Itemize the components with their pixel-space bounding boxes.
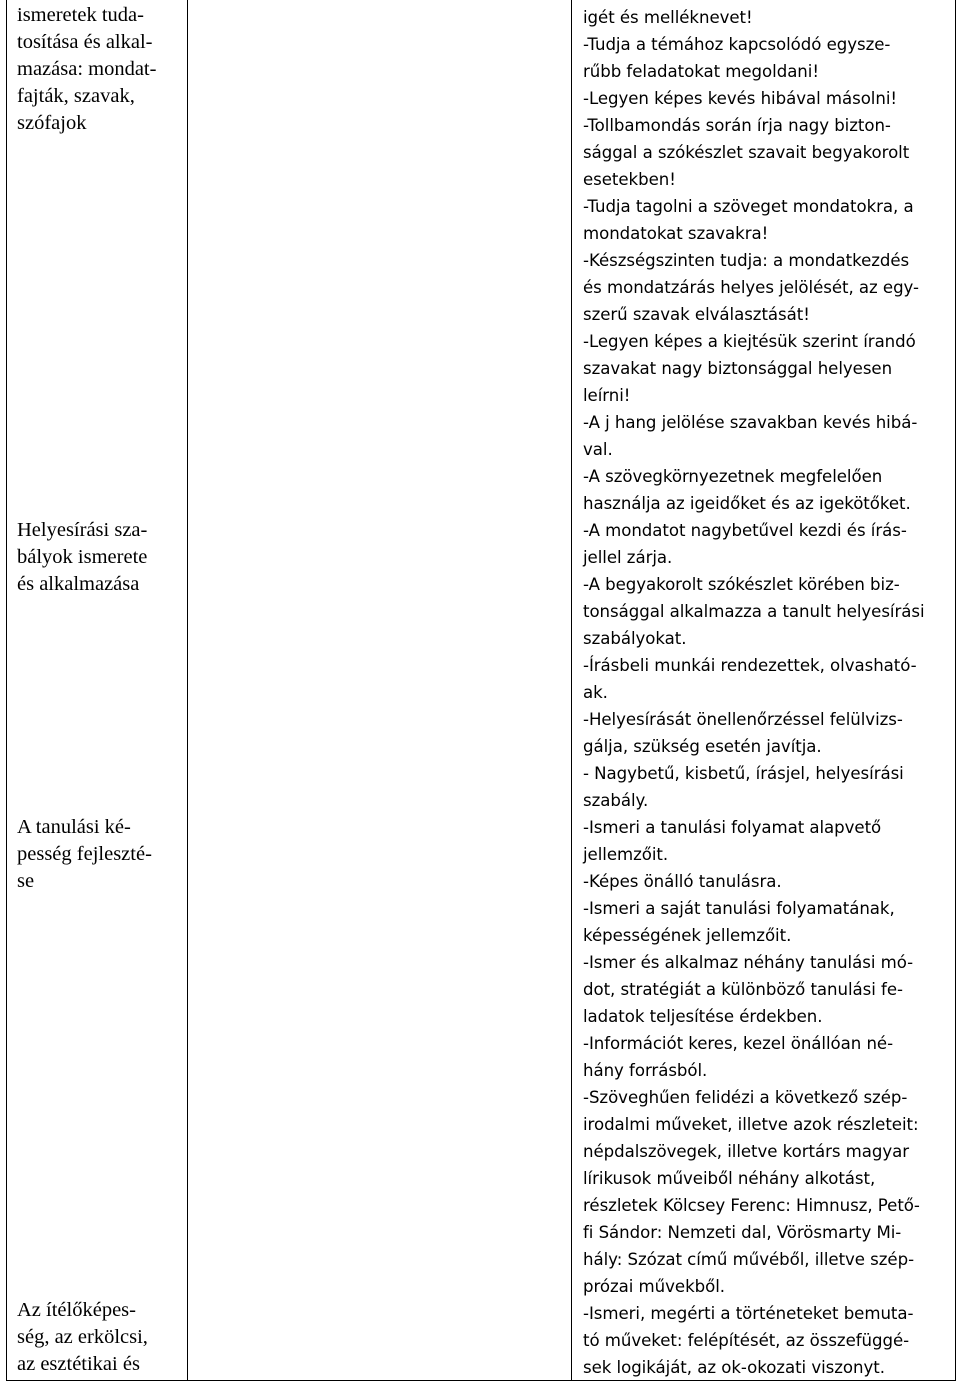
requirement-line: -Készségszinten tudja: a mondatkezdés xyxy=(583,251,910,270)
topic-line: bályok ismerete xyxy=(17,546,148,568)
topic-line: Helyesírási sza- xyxy=(17,519,148,541)
requirement-line: ak. xyxy=(583,683,608,702)
requirement-line: -Tudja tagolni a szöveget mondatokra, a xyxy=(583,197,914,216)
requirement-line: sággal a szókészlet szavait begyakorolt xyxy=(583,143,910,162)
requirement-line: szabályokat. xyxy=(583,629,687,648)
requirement-line: -A j hang jelölése szavakban kevés hibá- xyxy=(583,413,918,432)
topic-cell-prev xyxy=(17,2,177,137)
requirements-cell xyxy=(583,4,953,1381)
requirement-line: -Információt keres, kezel önállóan né- xyxy=(583,1034,894,1053)
requirement-line: hány forrásból. xyxy=(583,1061,708,1080)
requirement-line: -Ismer és alkalmaz néhány tanulási mó- xyxy=(583,953,914,972)
requirement-line: népdalszövegek, illetve kortárs magyar xyxy=(583,1142,910,1161)
requirement-line: rűbb feladatokat megoldani! xyxy=(583,62,819,81)
requirement-line: -Írásbeli munkái rendezettek, olvasható- xyxy=(583,656,917,675)
requirement-line: - Nagybetű, kisbetű, írásjel, helyesírási xyxy=(583,764,904,783)
table-border-right xyxy=(955,0,956,1381)
requirement-line: prózai művekből. xyxy=(583,1277,725,1296)
requirement-line: lírikusok műveiből néhány alkotást, xyxy=(583,1169,876,1188)
requirement-line: -Legyen képes a kiejtésük szerint írandó xyxy=(583,332,916,351)
table-border-divider-2 xyxy=(571,0,572,1381)
requirement-line: mondatokat szavakra! xyxy=(583,224,769,243)
requirement-line: képességének jellemzőit. xyxy=(583,926,792,945)
requirement-line: részletek Kölcsey Ferenc: Himnusz, Pető- xyxy=(583,1196,920,1215)
requirement-line: -A mondatot nagybetűvel kezdi és írás- xyxy=(583,521,907,540)
requirement-line: esetekben! xyxy=(583,170,676,189)
topic-line: mazása: mondat- xyxy=(17,58,157,80)
topic-cell-helyesiras xyxy=(17,517,177,598)
requirement-line: szerű szavak elválasztását! xyxy=(583,305,810,324)
topic-cell-tanulas xyxy=(17,814,177,895)
requirement-line: irodalmi műveket, illetve azok részleteit: xyxy=(583,1115,919,1134)
topic-line: az esztétikai és xyxy=(17,1353,140,1375)
requirement-line: -Tudja a témához kapcsolódó egysze- xyxy=(583,35,891,54)
requirement-line: dot, stratégiát a különböző tanulási fe- xyxy=(583,980,903,999)
requirement-line: és mondatzárás helyes jelölését, az egy- xyxy=(583,278,919,297)
requirement-line: sek logikáját, az ok-okozati viszonyt. xyxy=(583,1358,885,1377)
requirement-line: -Képes önálló tanulásra. xyxy=(583,872,782,891)
requirement-line: fi Sándor: Nemzeti dal, Vörösmarty Mi- xyxy=(583,1223,902,1242)
requirement-line: -A szövegkörnyezetnek megfelelően xyxy=(583,467,883,486)
table-border-divider-1 xyxy=(187,0,188,1381)
requirement-line: használja az igeidőket és az igekötőket. xyxy=(583,494,911,513)
requirement-line: jellemzőit. xyxy=(583,845,669,864)
topic-line: és alkalmazása xyxy=(17,573,140,595)
requirement-line: tó műveket: felépítését, az összefüggé- xyxy=(583,1331,910,1350)
topic-line: se xyxy=(17,870,35,892)
requirement-line: igét és melléknevet! xyxy=(583,8,753,27)
topic-line: tosítása és alkal- xyxy=(17,31,153,53)
requirement-line: -Legyen képes kevés hibával másolni! xyxy=(583,89,897,108)
topic-cell-itelokepesseg xyxy=(17,1297,177,1378)
requirement-line: -Tollbamondás során írja nagy bizton- xyxy=(583,116,891,135)
requirement-line: ladatok teljesítése érdekben. xyxy=(583,1007,823,1026)
requirement-line: -Ismeri, megérti a történeteket bemuta- xyxy=(583,1304,914,1323)
requirement-line: val. xyxy=(583,440,613,459)
requirement-line: szabály. xyxy=(583,791,649,810)
requirement-line: leírni! xyxy=(583,386,631,405)
table-border-left xyxy=(6,0,7,1381)
requirement-line: -Szöveghűen felidézi a következő szép- xyxy=(583,1088,908,1107)
topic-line: ség, az erkölcsi, xyxy=(17,1326,148,1348)
requirement-line: -Ismeri a saját tanulási folyamatának, xyxy=(583,899,895,918)
requirement-line: -Ismeri a tanulási folyamat alapvető xyxy=(583,818,882,837)
topic-line: pesség fejleszté- xyxy=(17,843,152,865)
requirement-line: tonsággal alkalmazza a tanult helyesírási xyxy=(583,602,925,621)
topic-line: A tanulási ké- xyxy=(17,816,131,838)
topic-line: ismeretek tuda- xyxy=(17,4,144,26)
requirement-line: gálja, szükség esetén javítja. xyxy=(583,737,822,756)
requirement-line: -A begyakorolt szókészlet körében biz- xyxy=(583,575,900,594)
requirement-line: hály: Szózat című művéből, illetve szép- xyxy=(583,1250,915,1269)
topic-line: Az ítélőképes- xyxy=(17,1299,136,1321)
requirement-line: -Helyesírását önellenőrzéssel felülvizs- xyxy=(583,710,903,729)
requirement-line: szavakat nagy biztonsággal helyesen xyxy=(583,359,893,378)
topic-line: szófajok xyxy=(17,112,87,134)
topic-line: fajták, szavak, xyxy=(17,85,135,107)
requirement-line: jellel zárja. xyxy=(583,548,673,567)
